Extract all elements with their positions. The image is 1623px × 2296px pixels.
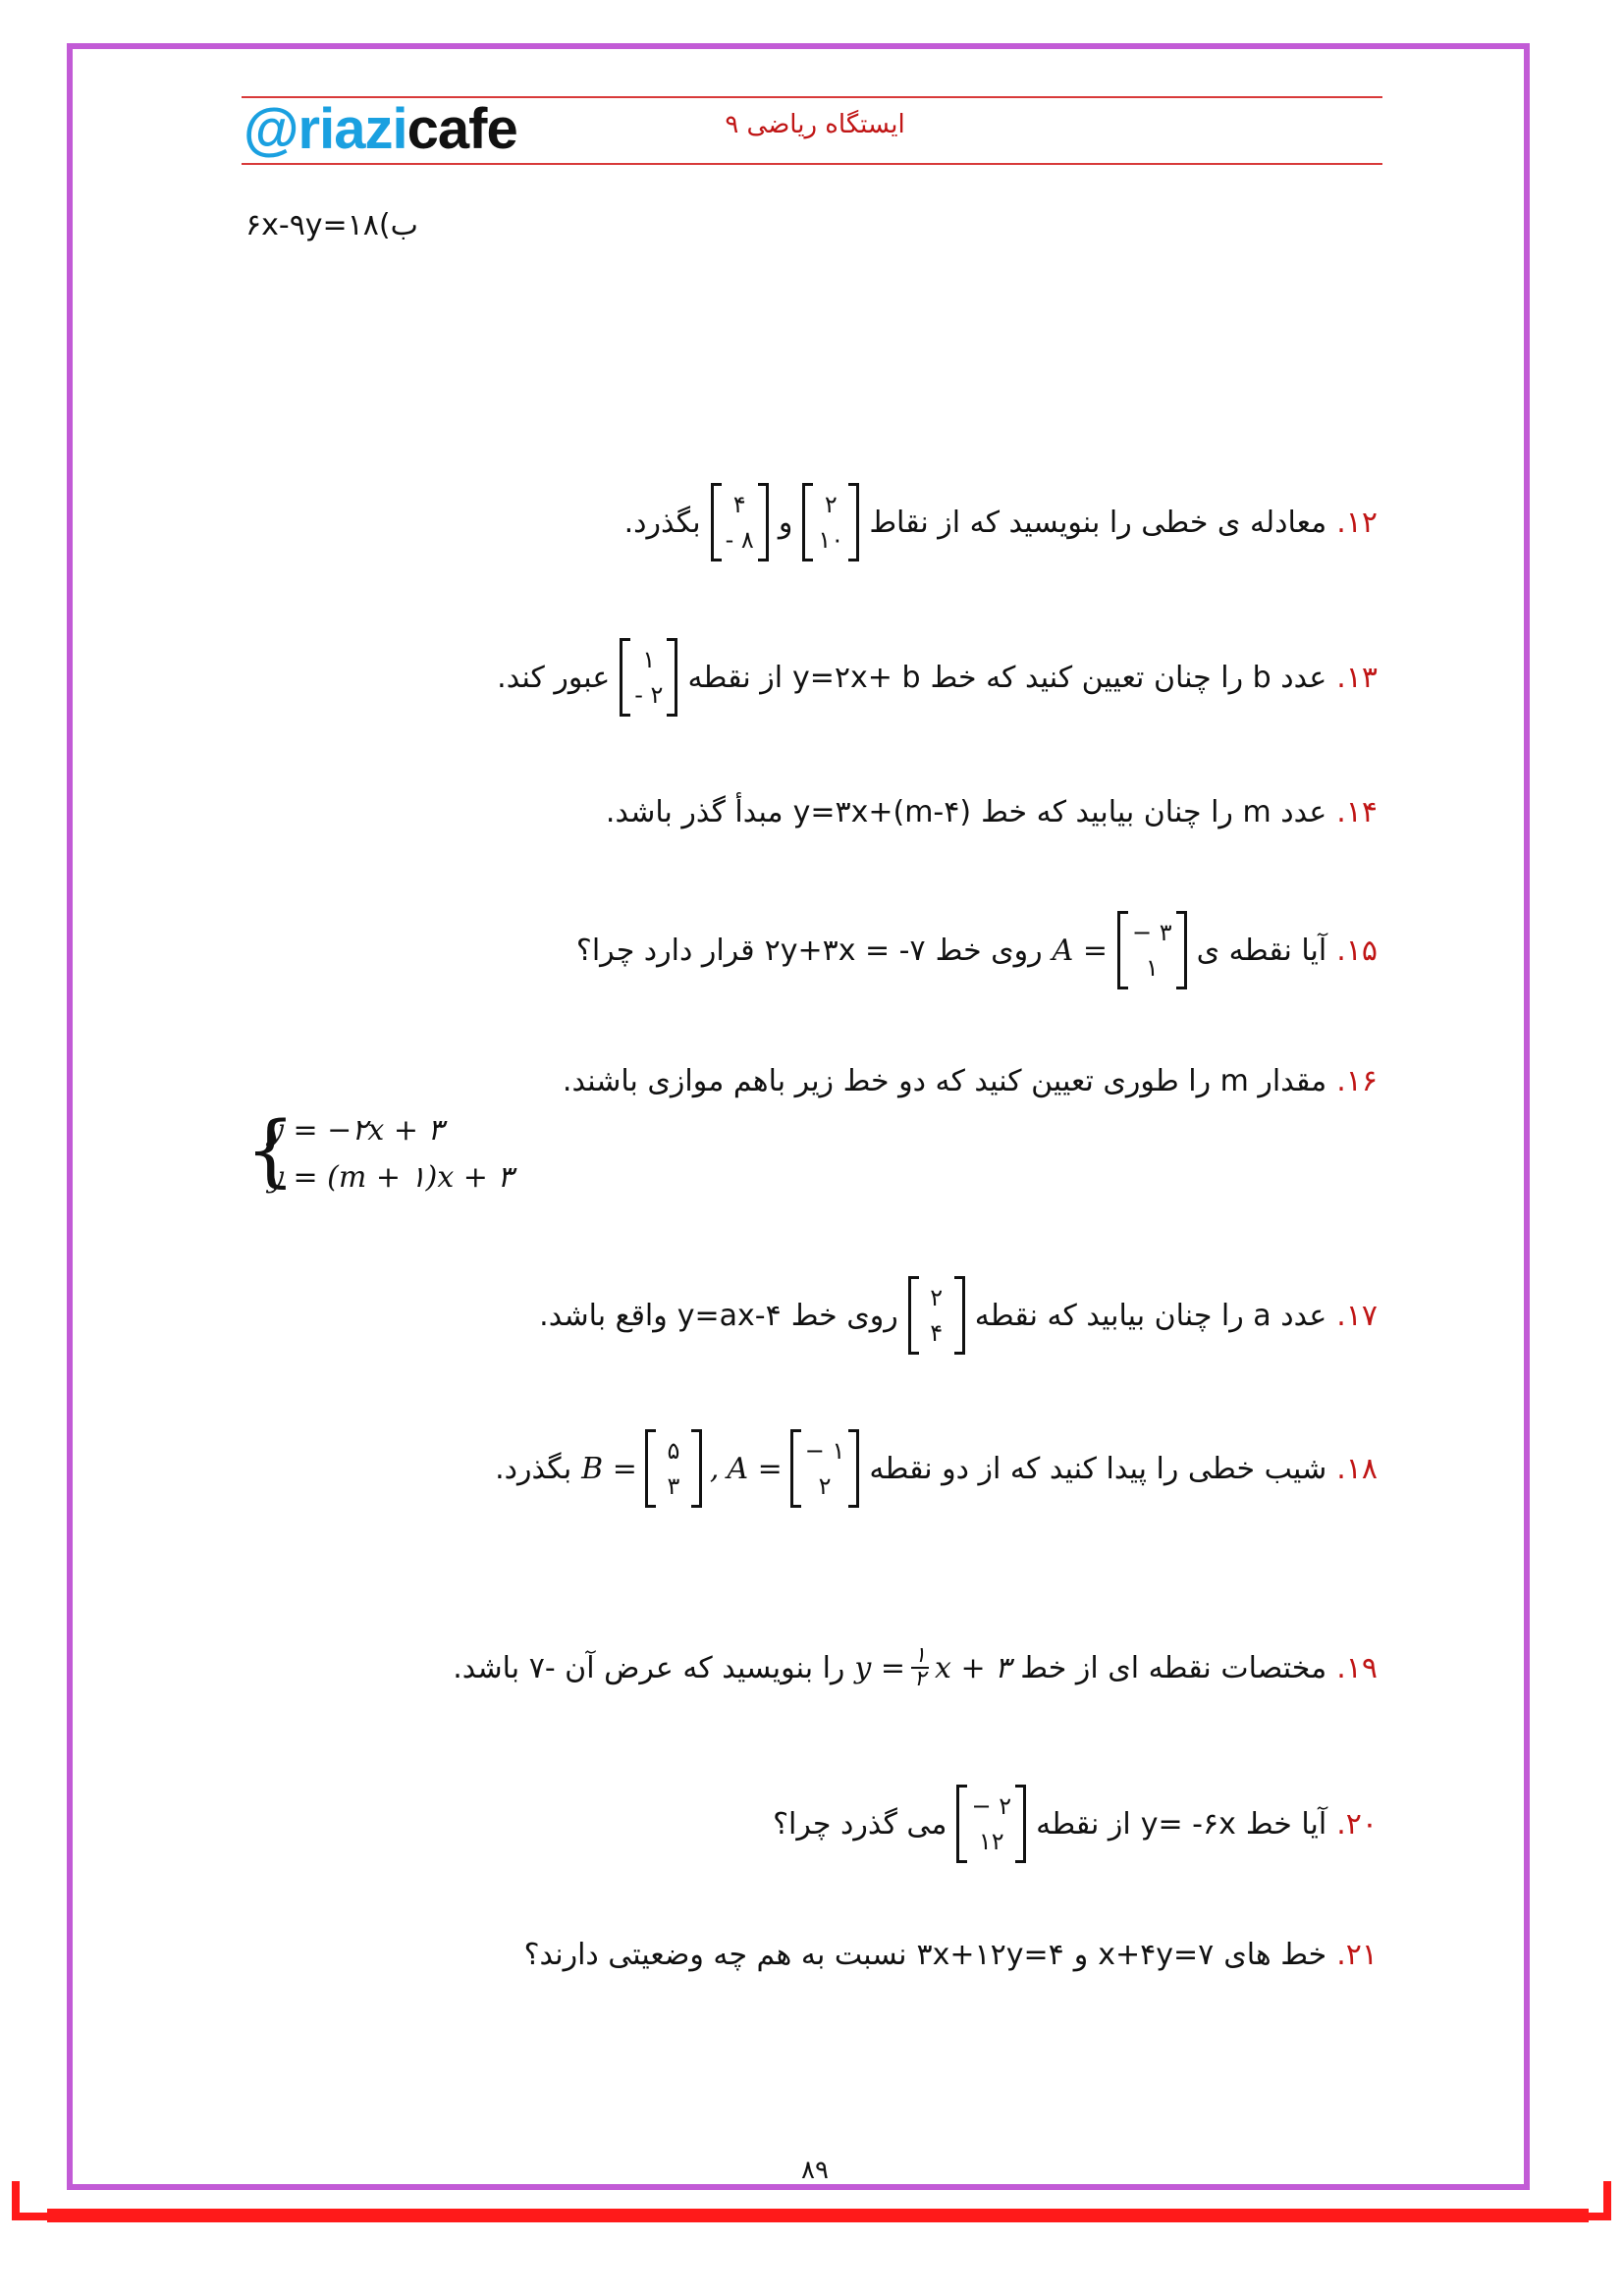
question-text: از نقطه xyxy=(1036,1806,1131,1842)
point-matrix xyxy=(802,483,859,561)
point-matrix-b xyxy=(645,1429,702,1508)
question-number: ۱۸. xyxy=(1336,1451,1378,1486)
question-number: ۱۵. xyxy=(1336,933,1378,968)
corner-ornament-left-foot xyxy=(12,2213,51,2220)
question-text: و xyxy=(778,505,793,540)
question-text: مقدار m را طوری تعیین کنید که دو خط زیر باهم موازی باشند. xyxy=(562,1064,1327,1098)
question-text: از نقطه xyxy=(687,660,784,695)
matrix-bottom: ۱۲ xyxy=(978,1828,1004,1855)
equation-system xyxy=(245,1104,514,1201)
matrix-bottom: - ۸ xyxy=(725,526,754,554)
logo-part1: @riazi xyxy=(243,97,407,161)
question-text: عدد a را چنان بیابید که نقطه xyxy=(974,1298,1327,1333)
page-number: ۸۹ xyxy=(801,2156,829,2185)
matrix-bottom: ۳ xyxy=(667,1472,680,1500)
question-number: ۱۴. xyxy=(1336,795,1378,829)
question-13 xyxy=(497,638,1378,717)
question-21 xyxy=(524,1938,1378,1972)
question-text: بگذرد. xyxy=(623,505,701,540)
question-text: آیا خط xyxy=(1245,1806,1327,1842)
matrix-bottom: ۱ xyxy=(1145,954,1159,982)
question-14 xyxy=(606,795,1378,829)
question-number: ۲۱. xyxy=(1336,1938,1378,1972)
question-number: ۱۲. xyxy=(1336,505,1378,540)
question-text: معادله ی خطی را بنویسید که از نقاط xyxy=(869,505,1327,540)
line-equation: y=۲x+ b xyxy=(792,660,921,695)
comma: , xyxy=(709,1451,720,1486)
question-text: قرار دارد چرا؟ xyxy=(575,933,755,968)
question-16 xyxy=(563,1064,1378,1098)
part-b-equation: ۶x-۹y=۱۸(ب xyxy=(245,208,418,242)
point-label-b: B = xyxy=(581,1451,637,1486)
fraction-denominator: ۲ xyxy=(914,1667,926,1691)
question-text: بگذرد. xyxy=(495,1451,572,1486)
point-label-a: A = xyxy=(727,1451,783,1486)
line-equation: y= -۶x xyxy=(1140,1806,1236,1842)
question-text: روی خط xyxy=(790,1298,898,1333)
line-equation xyxy=(854,1645,1010,1690)
line-equation-2: ۳x+۱۲y=۴ xyxy=(916,1938,1064,1972)
question-text: نسبت به هم چه وضعیتی دارند؟ xyxy=(523,1938,907,1972)
question-text: شیب خطی را پیدا کنید که از دو نقطه xyxy=(869,1451,1327,1486)
question-text: مبدأ گذر باشد. xyxy=(605,795,784,829)
header-title: ایستگاه ریاضی ۹ xyxy=(725,110,905,139)
question-text: واقع باشد. xyxy=(539,1298,668,1333)
system-line: y = (m + ۱)x + ۳ xyxy=(267,1160,514,1195)
question-text: مختصات نقطه ای از خط xyxy=(1020,1650,1327,1685)
point-label: A = xyxy=(1052,933,1108,968)
matrix-top: − ۲ xyxy=(971,1792,1012,1820)
logo-part2: cafe xyxy=(406,97,517,161)
system-line: y = −۲x + ۳ xyxy=(267,1113,444,1148)
matrix-bottom: ۴ xyxy=(930,1319,944,1347)
question-text: عدد m را چنان بیابید که خط xyxy=(981,795,1327,829)
line-equation: y=۳x+(m-۴) xyxy=(792,795,972,829)
question-15 xyxy=(576,911,1378,989)
question-number: ۲۰. xyxy=(1336,1806,1378,1842)
question-19 xyxy=(453,1645,1378,1690)
brace-icon: { xyxy=(245,1104,296,1196)
question-18 xyxy=(495,1429,1378,1508)
point-matrix xyxy=(1117,911,1187,989)
points-group xyxy=(581,1429,859,1508)
bottom-bar xyxy=(47,2209,1589,2222)
logo xyxy=(243,96,517,162)
question-text: عدد b را چنان تعیین کنید که خط xyxy=(930,660,1327,695)
point-matrix xyxy=(908,1276,965,1355)
question-text: روی خط xyxy=(935,933,1043,968)
question-number: ۱۳. xyxy=(1336,660,1378,695)
question-number: ۱۷. xyxy=(1336,1298,1378,1333)
point-matrix xyxy=(711,483,769,561)
equation-rhs: x + ۳ xyxy=(935,1650,1011,1685)
question-number: ۱۹. xyxy=(1336,1650,1378,1685)
matrix-top: ۲ xyxy=(824,491,838,518)
line-equation: ۲y+۳x = -۷ xyxy=(764,933,926,968)
question-text: را بنویسید که عرض آن -۷ باشد. xyxy=(453,1650,845,1685)
header-bottom-rule xyxy=(242,163,1382,165)
matrix-top: ۱ xyxy=(642,646,656,673)
question-text: آیا نقطه ی xyxy=(1196,933,1327,968)
question-number: ۱۶. xyxy=(1336,1064,1378,1098)
line-equation: y=ax-۴ xyxy=(676,1298,782,1333)
question-12 xyxy=(624,483,1378,561)
matrix-top: − ۳ xyxy=(1131,919,1172,946)
matrix-top: ۲ xyxy=(930,1284,944,1311)
question-17 xyxy=(539,1276,1378,1355)
point-matrix xyxy=(620,638,677,717)
line-equation-1: x+۴y=۷ xyxy=(1098,1938,1215,1972)
matrix-top: ۴ xyxy=(732,491,746,518)
matrix-bottom: ۲ xyxy=(818,1472,832,1500)
equation-lhs: y = xyxy=(854,1650,906,1685)
point-matrix xyxy=(956,1785,1026,1863)
question-20 xyxy=(773,1785,1378,1863)
fraction-numerator: ۱ xyxy=(914,1643,926,1668)
point-matrix-a xyxy=(790,1429,860,1508)
question-text: خط های xyxy=(1223,1938,1327,1972)
fraction xyxy=(911,1645,929,1690)
matrix-top: ۵ xyxy=(667,1437,680,1465)
matrix-top: − ۱ xyxy=(804,1437,845,1465)
question-text: و xyxy=(1073,1938,1089,1972)
question-text: می گذرد چرا؟ xyxy=(773,1806,947,1842)
question-text: عبور کند. xyxy=(497,660,611,695)
matrix-bottom: - ۲ xyxy=(634,681,664,709)
matrix-bottom: ۱۰ xyxy=(818,526,844,554)
